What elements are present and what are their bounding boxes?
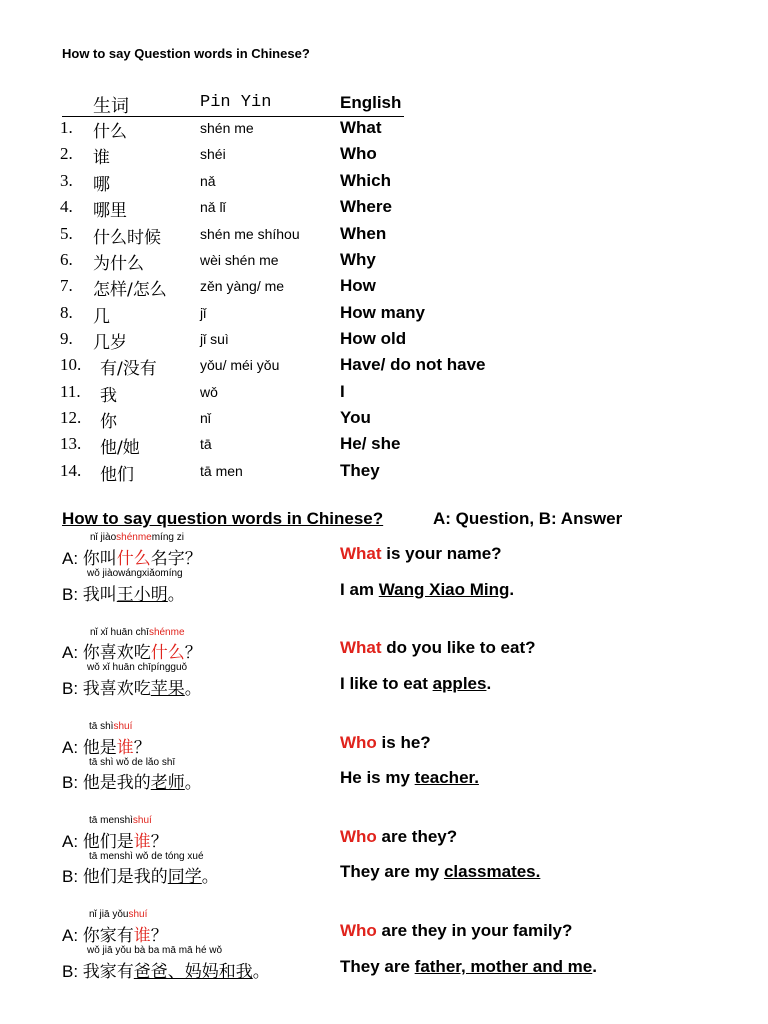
answer-pinyin: tā shì wǒ de lǎo shī [89, 757, 176, 768]
ruby-text: nǐ jiā yǒu [89, 909, 129, 920]
ruby-question-word: shénme [148, 627, 185, 638]
question-english-text: do you like to eat? [381, 638, 536, 657]
answer-english-underlined: teacher. [414, 768, 479, 787]
vocab-row [0, 116, 768, 142]
question-word: 什么 [150, 643, 185, 663]
row-pinyin: wǒ [200, 384, 218, 400]
row-english: They [340, 461, 380, 480]
question-line [62, 827, 168, 852]
answer-english-underlined: apples [432, 674, 487, 693]
question-chinese: ？ [184, 643, 202, 663]
row-pinyin: jǐ [200, 305, 207, 321]
vocab-row [0, 222, 768, 248]
answer-line [62, 862, 219, 887]
row-chinese: 哪 [93, 175, 110, 195]
row-chinese: 什么时候 [93, 228, 161, 248]
speaker-label: A: [62, 643, 83, 662]
question-word-english: What [340, 544, 382, 563]
row-chinese: 什么 [93, 122, 127, 142]
question-pinyin [89, 909, 147, 920]
answer-pinyin: wǒ xǐ huān chīpíngguǒ [87, 662, 188, 673]
answer-english-underlined: father, mother and me [414, 957, 593, 976]
row-english: Which [340, 171, 391, 190]
row-english: Have/ do not have [340, 355, 486, 374]
vocab-row [0, 459, 768, 485]
row-number: 2. [60, 144, 73, 163]
answer-english-text: . [486, 674, 492, 693]
row-pinyin: jǐ suì [200, 331, 229, 347]
row-english: What [340, 118, 382, 137]
row-number: 8. [60, 303, 73, 322]
vocab-row [0, 327, 768, 353]
answer-chinese-underlined: 王小明 [116, 585, 168, 605]
row-pinyin: shén me shíhou [200, 226, 300, 242]
page-title: How to say Question words in Chinese? [62, 46, 310, 61]
question-english-text: is he? [376, 733, 431, 752]
question-line [62, 638, 202, 663]
row-pinyin: wèi shén me [200, 252, 279, 268]
answer-english-text: . [592, 957, 597, 976]
vocab-row [0, 432, 768, 458]
answer-chinese: 。 [201, 867, 219, 887]
row-number: 7. [60, 276, 73, 295]
answer-english-text: They are [340, 957, 415, 976]
answer-english-text: They are my [340, 862, 444, 881]
question-chinese: ？ [150, 926, 168, 946]
row-pinyin: shén me [200, 120, 254, 136]
question-word: 谁 [133, 832, 151, 852]
speaker-label: A: [62, 738, 83, 757]
row-chinese: 谁 [93, 148, 110, 168]
row-chinese: 他们 [100, 465, 134, 485]
header-pinyin: Pin Yin [200, 93, 272, 112]
header-english: English [340, 93, 402, 112]
question-word-english: Who [340, 827, 377, 846]
question-chinese: 名字？ [150, 549, 202, 569]
answer-line [62, 674, 202, 699]
row-number: 1. [60, 118, 73, 137]
vocab-row [0, 248, 768, 274]
answer-chinese: 。 [184, 773, 202, 793]
row-number: 14. [60, 461, 82, 480]
row-english: When [340, 224, 387, 243]
question-chinese: 你叫 [82, 549, 117, 569]
answer-chinese-underlined: 老师 [150, 773, 185, 793]
row-chinese: 哪里 [93, 201, 127, 221]
question-chinese: 他们是 [82, 832, 134, 852]
row-number: 11. [60, 382, 81, 401]
answer-line [62, 957, 270, 982]
answer-line [62, 768, 202, 793]
speaker-label: A: [62, 926, 83, 945]
speaker-label: A: [62, 549, 83, 568]
question-english [340, 827, 457, 847]
question-line [62, 921, 168, 946]
speaker-label: B: [62, 962, 83, 981]
row-chinese: 你 [100, 412, 117, 432]
ruby-question-word: shuí [132, 815, 152, 826]
vocab-row [0, 274, 768, 300]
row-pinyin: nǎ lǐ [200, 199, 226, 215]
row-chinese: 我 [100, 386, 117, 406]
row-number: 12. [60, 408, 82, 427]
question-chinese: ？ [150, 832, 168, 852]
answer-english [340, 674, 491, 694]
answer-line [62, 580, 185, 605]
answer-pinyin: wǒ jiā yǒu bà ba mā mā hé wǒ [87, 945, 223, 956]
answer-chinese-underlined: 同学 [167, 867, 202, 887]
row-number: 9. [60, 329, 73, 348]
row-number: 5. [60, 224, 73, 243]
answer-english-text: I like to eat [340, 674, 433, 693]
row-english: How many [340, 303, 426, 322]
row-number: 3. [60, 171, 73, 190]
ruby-question-word: shuí [113, 721, 133, 732]
question-chinese: 你家有 [82, 926, 134, 946]
row-english: Why [340, 250, 376, 269]
row-english: Who [340, 144, 377, 163]
question-word: 谁 [116, 738, 134, 758]
ruby-question-word: shuí [128, 909, 148, 920]
question-pinyin [90, 627, 185, 638]
vocab-row [0, 301, 768, 327]
speaker-label: B: [62, 585, 83, 604]
answer-english [340, 768, 479, 788]
answer-pinyin: tā menshì wǒ de tóng xué [89, 851, 204, 862]
row-english: You [340, 408, 371, 427]
question-word-english: What [340, 638, 382, 657]
row-pinyin: yǒu/ méi yǒu [200, 357, 280, 373]
row-number: 6. [60, 250, 73, 269]
question-line [62, 733, 151, 758]
answer-english [340, 862, 540, 882]
row-chinese: 有/没有 [100, 359, 157, 379]
speaker-label: A: [62, 832, 83, 851]
header-chinese: 生词 [93, 96, 129, 117]
answer-english [340, 580, 514, 600]
vocab-row [0, 169, 768, 195]
row-english: He/ she [340, 434, 401, 453]
question-chinese: ？ [133, 738, 151, 758]
answer-english-text: . [509, 580, 515, 599]
question-english-text: are they in your family? [376, 921, 573, 940]
row-pinyin: shéi [200, 146, 226, 162]
ruby-text: míng zi [151, 532, 184, 543]
row-number: 4. [60, 197, 73, 216]
row-chinese: 怎样/怎么 [93, 280, 167, 300]
vocab-row [0, 380, 768, 406]
answer-chinese-underlined: 爸爸、妈妈和我 [133, 962, 253, 982]
row-english: How old [340, 329, 407, 348]
answer-chinese: 我喜欢吃 [82, 679, 151, 699]
question-english [340, 733, 431, 753]
question-english-text: is your name? [381, 544, 502, 563]
row-chinese: 几岁 [93, 333, 127, 353]
answer-chinese: 。 [167, 585, 185, 605]
answer-english-underlined: Wang Xiao Ming [378, 580, 510, 599]
vocab-row [0, 142, 768, 168]
section-title: How to say question words in Chinese? [62, 509, 384, 528]
question-english [340, 638, 536, 658]
answer-chinese-underlined: 苹果 [150, 679, 185, 699]
answer-chinese: 我叫 [82, 585, 117, 605]
speaker-label: B: [62, 679, 83, 698]
row-english: Where [340, 197, 392, 216]
ruby-text: nǐ xǐ huān chī [90, 627, 149, 638]
question-english [340, 921, 572, 941]
question-word: 什么 [116, 549, 151, 569]
row-number: 10. [60, 355, 82, 374]
question-chinese: 你喜欢吃 [82, 643, 151, 663]
row-english: How [340, 276, 376, 295]
speaker-label: B: [62, 867, 83, 886]
answer-chinese: 我家有 [82, 962, 134, 982]
ruby-question-word: shénme [116, 532, 152, 543]
answer-english-underlined: classmates. [443, 862, 541, 881]
row-pinyin: nǎ [200, 173, 216, 189]
vocab-row [0, 353, 768, 379]
answer-chinese: 。 [252, 962, 270, 982]
vocab-row [0, 406, 768, 432]
question-line [62, 544, 202, 569]
answer-english-text: He is my [340, 768, 415, 787]
speaker-label: B: [62, 773, 83, 792]
answer-pinyin: wǒ jiàowángxiǎomíng [87, 568, 183, 579]
question-word-english: Who [340, 921, 377, 940]
question-english-text: are they? [376, 827, 458, 846]
row-number: 13. [60, 434, 82, 453]
section-subtitle: A: Question, B: Answer [433, 509, 623, 528]
question-word: 谁 [133, 926, 151, 946]
row-pinyin: nǐ [200, 410, 211, 426]
question-pinyin [90, 532, 184, 543]
question-pinyin [89, 815, 152, 826]
answer-english [340, 957, 597, 977]
ruby-text: nǐ jiào [90, 532, 117, 543]
answer-chinese: 。 [184, 679, 202, 699]
row-english: I [340, 382, 345, 401]
answer-chinese: 他们是我的 [82, 867, 168, 887]
row-pinyin: zěn yàng/ me [200, 278, 285, 294]
question-pinyin [89, 721, 132, 732]
question-english [340, 544, 502, 564]
ruby-text: tā shì [89, 721, 114, 732]
row-chinese: 为什么 [93, 254, 144, 274]
question-word-english: Who [340, 733, 377, 752]
row-chinese: 他/她 [100, 438, 140, 458]
answer-english-text: I am [340, 580, 379, 599]
question-chinese: 他是 [82, 738, 117, 758]
row-pinyin: tā men [200, 463, 243, 479]
row-pinyin: tā [200, 436, 212, 452]
row-chinese: 几 [93, 307, 110, 327]
answer-chinese: 他是我的 [82, 773, 151, 793]
vocab-row [0, 195, 768, 221]
ruby-text: tā menshì [89, 815, 133, 826]
